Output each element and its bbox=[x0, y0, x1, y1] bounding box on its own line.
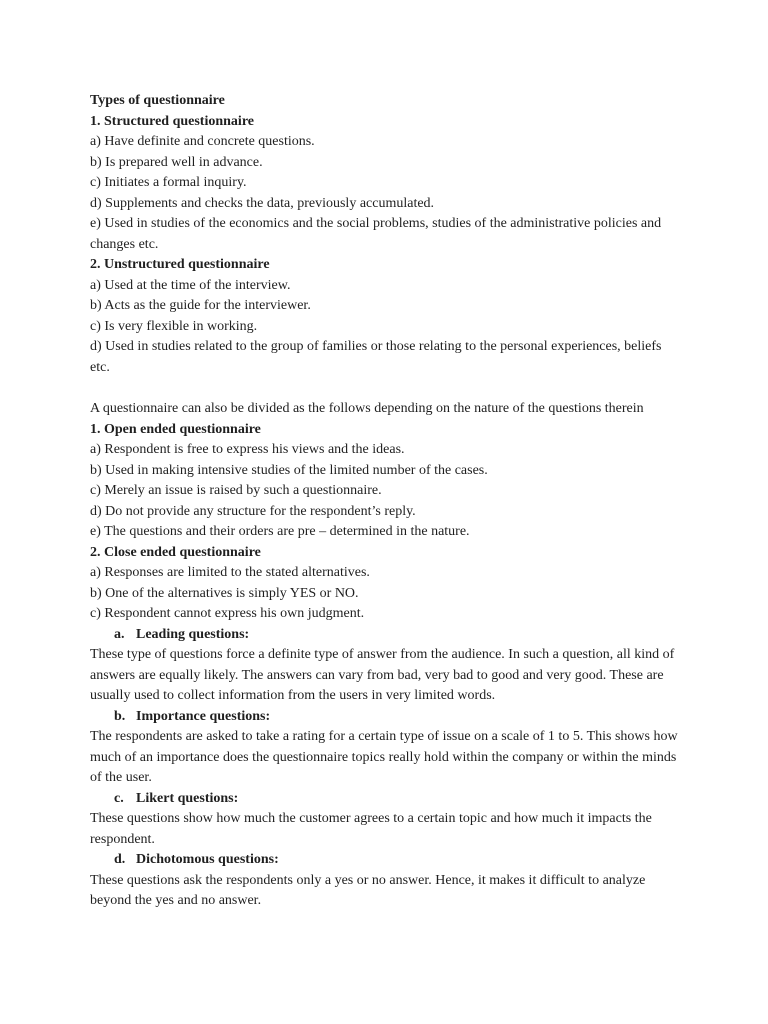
question-type-description: These questions show how much the customer agrees to a certain topic and how much it impacts the respondent. bbox=[90, 811, 652, 847]
question-type-title: Likert questions: bbox=[136, 790, 239, 806]
structured-item: d) Supplements and checks the data, previously accumulated. bbox=[90, 195, 435, 211]
open-ended-item: a) Respondent is free to express his views and the ideas. bbox=[90, 442, 405, 457]
question-type-title: Leading questions: bbox=[136, 626, 250, 642]
open-ended-item: d) Do not provide any structure for the respondent’s reply. bbox=[90, 503, 416, 519]
structured-item: a) Have definite and concrete questions. bbox=[90, 134, 315, 149]
question-type-title: Dichotomous questions: bbox=[136, 852, 279, 867]
close-ended-item: c) Respondent cannot express his own judgment. bbox=[90, 606, 365, 621]
question-type-description: The respondents are asked to take a rating for a certain type of issue on a scale of 1 to 5. This shows how much of an importance does the questionnaire topics really hold within the company or within the minds of the user. bbox=[90, 729, 678, 785]
open-ended-heading: 1. Open ended questionnaire bbox=[90, 421, 261, 437]
intro-paragraph: A questionnaire can also be divided as the follows depending on the nature of the questions therein bbox=[90, 401, 644, 416]
structured-item: c) Initiates a formal inquiry. bbox=[90, 175, 247, 190]
question-type-heading bbox=[90, 625, 680, 646]
list-marker: a. bbox=[114, 626, 125, 642]
structured-item: e) Used in studies of the economics and the social problems, studies of the administrative policies and changes etc. bbox=[90, 216, 662, 252]
close-ended-item: a) Responses are limited to the stated alternatives. bbox=[90, 565, 370, 580]
question-type-description: These questions ask the respondents only a yes or no answer. Hence, it makes it difficult to analyze beyond the yes and no answer. bbox=[90, 872, 646, 908]
unstructured-heading: 2. Unstructured questionnaire bbox=[90, 257, 270, 272]
structured-item: b) Is prepared well in advance. bbox=[90, 154, 263, 170]
document-content bbox=[90, 91, 680, 912]
open-ended-item: b) Used in making intensive studies of the limited number of the cases. bbox=[90, 462, 488, 478]
structured-heading: 1. Structured questionnaire bbox=[90, 113, 254, 129]
paragraph-spacer bbox=[90, 378, 680, 399]
close-ended-heading: 2. Close ended questionnaire bbox=[90, 544, 261, 560]
question-type-heading bbox=[90, 850, 680, 871]
question-type-title: Importance questions: bbox=[136, 708, 271, 724]
open-ended-item: e) The questions and their orders are pre – determined in the nature. bbox=[90, 524, 470, 539]
question-type-heading bbox=[90, 707, 680, 728]
unstructured-item: b) Acts as the guide for the interviewer. bbox=[90, 298, 311, 313]
document-title: Types of questionnaire bbox=[90, 93, 225, 108]
open-ended-item: c) Merely an issue is raised by such a questionnaire. bbox=[90, 483, 382, 498]
list-marker: c. bbox=[114, 790, 124, 806]
list-marker: d. bbox=[114, 852, 126, 867]
question-type-heading bbox=[90, 789, 680, 810]
close-ended-item: b) One of the alternatives is simply YES or NO. bbox=[90, 585, 359, 601]
unstructured-item: d) Used in studies related to the group of families or those relating to the personal experiences, beliefs etc. bbox=[90, 339, 662, 375]
unstructured-item: c) Is very flexible in working. bbox=[90, 318, 258, 334]
question-type-description: These type of questions force a definite type of answer from the audience. In such a question, all kind of answers are equally likely. The answers can vary from bad, very bad to good and very good. These are usually used to collect information from the users in very limited words. bbox=[90, 647, 675, 703]
list-marker: b. bbox=[114, 708, 126, 724]
unstructured-item: a) Used at the time of the interview. bbox=[90, 277, 291, 293]
